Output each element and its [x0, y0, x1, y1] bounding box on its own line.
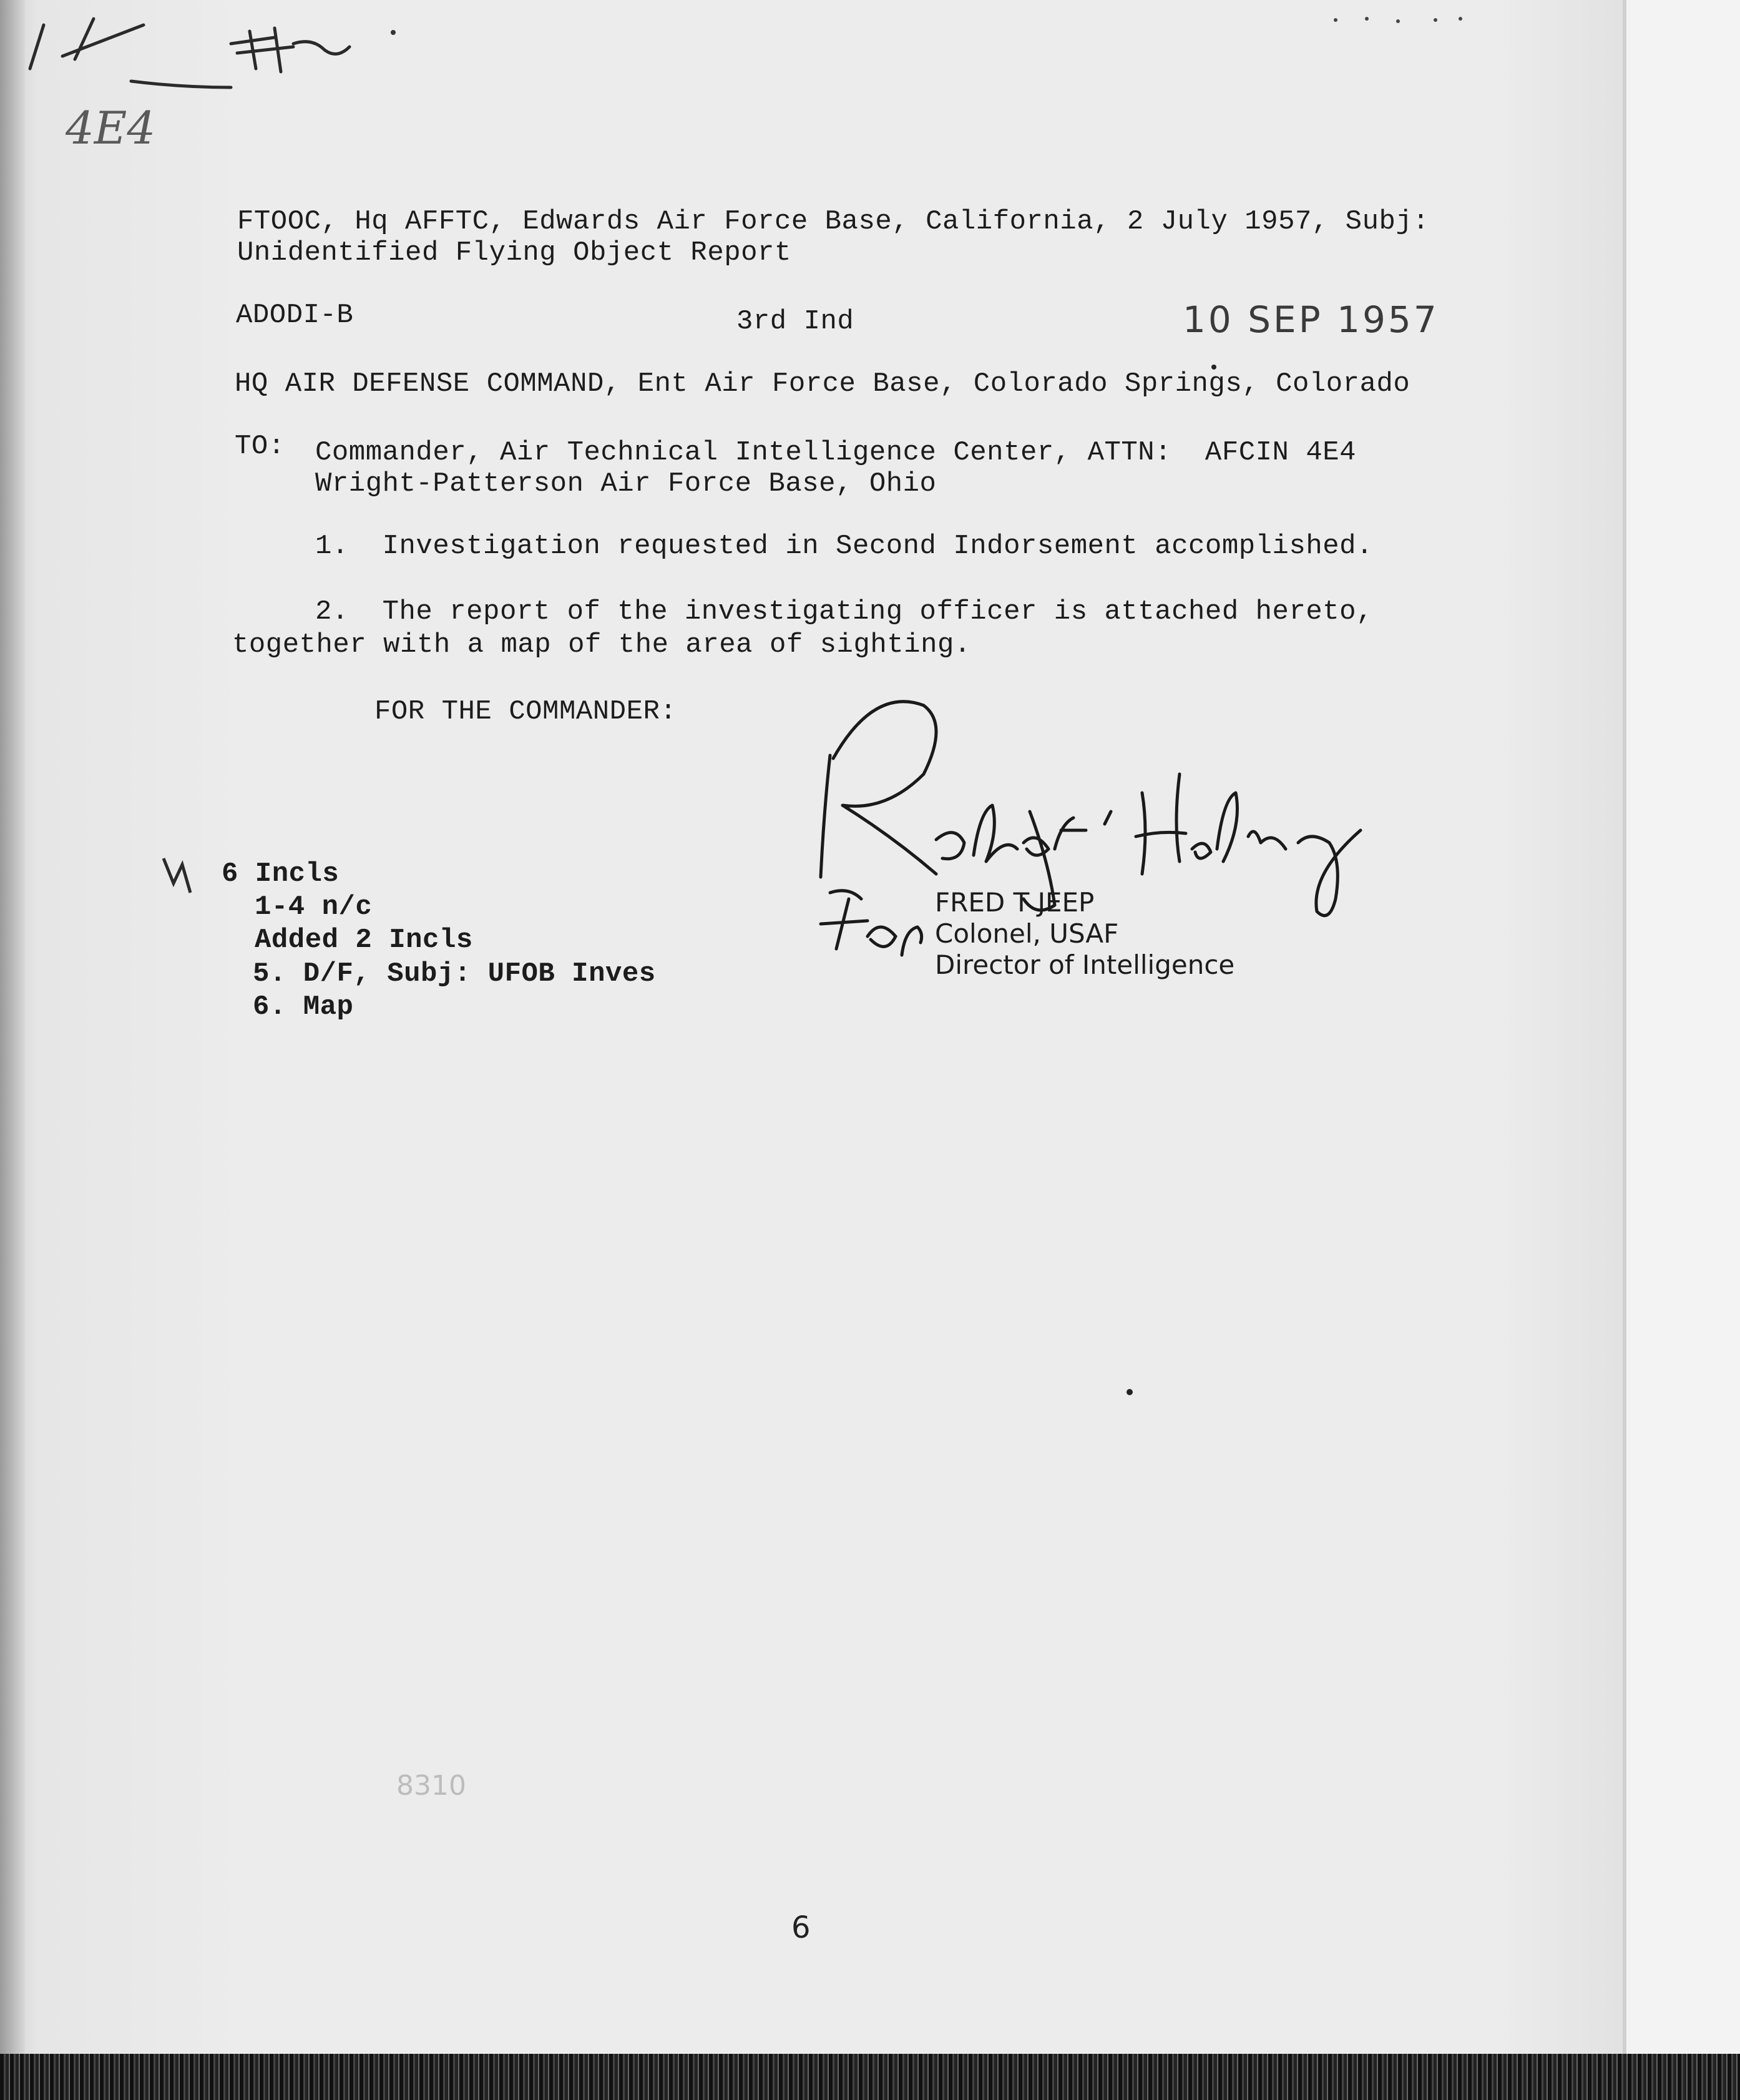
from-headquarters: HQ AIR DEFENSE COMMAND, Ent Air Force Base, Colorado Springs, Colorado [235, 368, 1410, 400]
top-edge-specks [1334, 17, 1462, 23]
office-symbol: ADODI-B [236, 300, 354, 331]
handwritten-for [821, 891, 922, 955]
signer-title: Director of Intelligence [935, 949, 1235, 980]
paragraph-1: 1. Investigation requested in Second Indorsement accomplished. [315, 531, 1373, 562]
enclosure-line-5: 6. Map [253, 991, 354, 1023]
page-number: 6 [791, 1910, 811, 1945]
to-address-line-2: Wright-Patterson Air Force Base, Ohio [315, 468, 937, 499]
svg-text:4E4: 4E4 [66, 102, 156, 154]
scan-speck [391, 30, 396, 35]
reference-line-2: Unidentified Flying Object Report [237, 237, 791, 268]
handwritten-signature [821, 702, 1361, 916]
signer-name: FRED T JEEP [935, 887, 1095, 918]
indorsement-number: 3rd Ind [736, 306, 854, 337]
date-stamp: 10 SEP 1957 [1183, 298, 1439, 341]
signer-rank: Colonel, USAF [935, 918, 1119, 949]
enclosure-check-mark [164, 858, 190, 893]
to-label: TO: [235, 431, 285, 462]
enclosures-count: 6 Incls [222, 858, 340, 890]
enclosure-line-3: Added 2 Incls [255, 925, 473, 956]
paragraph-2-line-2: together with a map of the area of sighting. [232, 629, 971, 660]
paragraph-2-line-1: 2. The report of the investigating officer is attached hereto, [315, 596, 1373, 627]
to-address-line-1: Commander, Air Technical Intelligence Center, ATTN: AFCIN 4E4 [315, 437, 1357, 468]
scan-speck [1127, 1389, 1133, 1395]
enclosure-line-4: 5. D/F, Subj: UFOB Inves [253, 958, 656, 989]
margin-note-4e4 [65, 102, 155, 154]
margin-scribble-marks [30, 19, 349, 87]
reference-line-1: FTOOC, Hq AFFTC, Edwards Air Force Base, California, 2 July 1957, Subj: [237, 206, 1430, 237]
for-the-commander: FOR THE COMMANDER: [374, 696, 677, 727]
scan-bottom-edge [0, 2054, 1740, 2100]
enclosure-line-2: 1-4 n/c [255, 891, 373, 923]
faint-margin-mark: 8310 [396, 1770, 466, 1802]
